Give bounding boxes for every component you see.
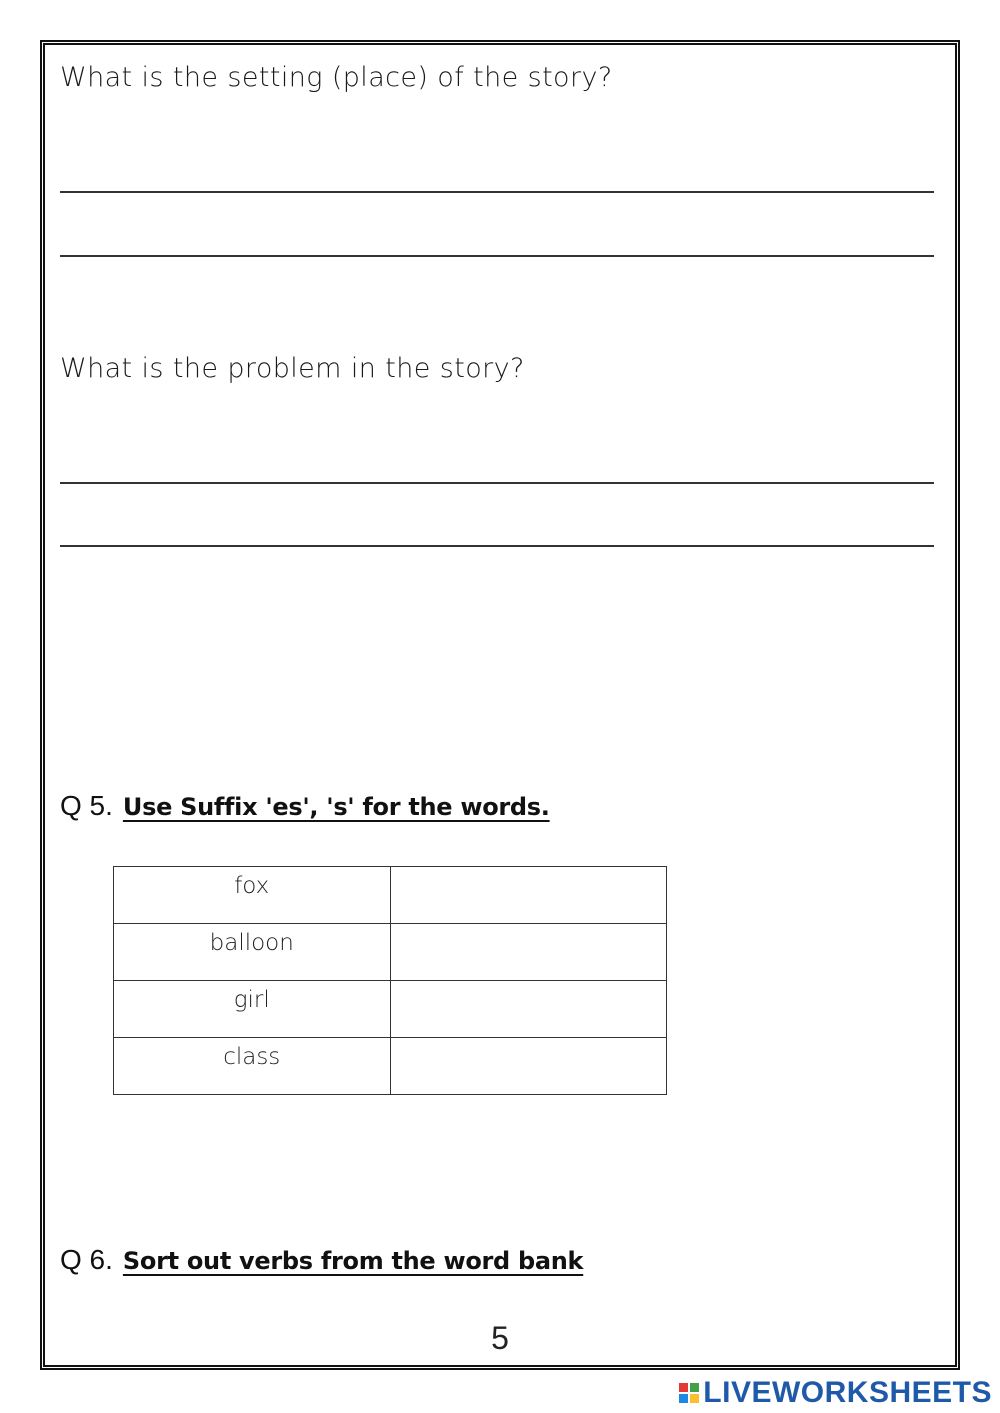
table-row [114,1038,667,1095]
logo-block [690,1394,699,1403]
logo-block [679,1383,688,1392]
word-cell: fox [114,867,391,924]
answer-line[interactable] [60,191,934,193]
q6-label: Q 6. [60,1244,113,1275]
answer-cell[interactable] [390,981,667,1038]
logo-block [690,1383,699,1392]
answer-cell[interactable] [390,867,667,924]
liveworksheets-logo[interactable] [679,1375,992,1411]
logo-block [679,1394,688,1403]
page-number: 5 [491,1320,509,1356]
table-row [114,924,667,981]
q5-title: Use Suffix 'es', 's' for the words. [122,793,550,821]
q5-heading [60,790,550,822]
brand-name: LIVEWORKSHEETS [703,1376,992,1409]
answer-line[interactable] [60,545,934,547]
q6-heading [60,1244,583,1276]
q5-label: Q 5. [60,790,113,821]
suffix-table [113,866,667,1095]
word-cell: girl [114,981,391,1038]
answer-line[interactable] [60,482,934,484]
logo-blocks-icon [679,1383,699,1403]
answer-cell[interactable] [390,924,667,981]
answer-cell[interactable] [390,1038,667,1095]
answer-line[interactable] [60,255,934,257]
word-cell: balloon [114,924,391,981]
table-row [114,867,667,924]
question-setting: What is the setting (place) of the story? [60,62,613,93]
word-cell: class [114,1038,391,1095]
table-row [114,981,667,1038]
page-border [40,40,960,1370]
question-problem: What is the problem in the story? [60,353,525,384]
q6-title: Sort out verbs from the word bank [122,1247,584,1275]
